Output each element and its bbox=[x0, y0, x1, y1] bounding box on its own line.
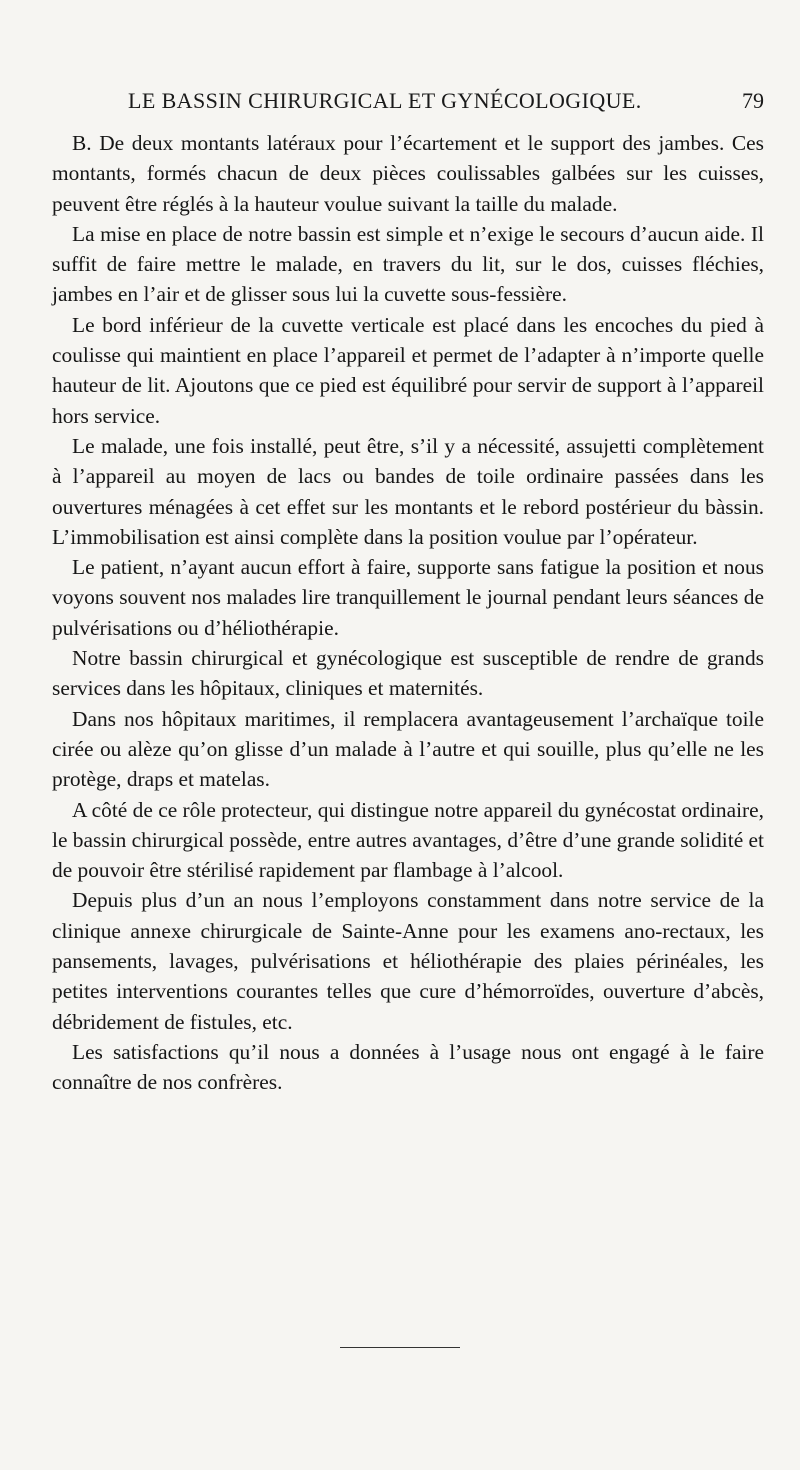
paragraph: Le patient, n’ayant aucun effort à faire, supporte sans fatigue la position et nous voyons souvent nos malades lire tranquillement le journal pendant leurs séances de pulvérisations ou d’héliothérapie. bbox=[52, 555, 764, 640]
body-text bbox=[52, 128, 764, 1098]
paragraph: A côté de ce rôle protecteur, qui distingue notre appareil du gynécostat ordinaire, le bassin chirurgical possède, entre autres avantages, d’être d’une grande solidité et de pouvoir être stérilisé rapidement par flambage à l’alcool. bbox=[52, 797, 764, 883]
running-title: LE BASSIN CHIRURGICAL ET GYNÉCOLOGIQUE. bbox=[128, 88, 642, 113]
paragraph: Le bord inférieur de la cuvette verticale est placé dans les encoches du pied à coulisse qui maintient en place l’appareil et permet de l’adapter à n’importe quelle hauteur de lit. Ajoutons que ce pied est équilibré pour servir de support à l’appareil hors service. bbox=[52, 312, 764, 428]
paragraph: B. De deux montants latéraux pour l’écartement et le support des jambes. Ces montants, formés chacun de deux pièces coulissables galbées sur les cuisses, peuvent être réglés à la hauteur voulue suivant la taille du malade. bbox=[52, 131, 764, 216]
paragraph: Dans nos hôpitaux maritimes, il remplacera avantageusement l’archaïque toile cirée ou alèze qu’on glisse d’un malade à l’autre et qui souille, plus qu’elle ne les protège, draps et matelas. bbox=[52, 706, 764, 792]
paragraph: Le malade, une fois installé, peut être, s’il y a nécessité, assujetti complètement à l’appareil au moyen de lacs ou bandes de toile ordinaire passées dans les ouvertures ménagées à cet effet sur les montants et le rebord postérieur du bàssin. L’immobilisation est ainsi complète dans la position voulue par l’opérateur. bbox=[52, 433, 764, 549]
page-header bbox=[52, 88, 764, 118]
page-number: 79 bbox=[742, 88, 764, 113]
paragraph: Notre bassin chirurgical et gynécologique est susceptible de rendre de grands services dans les hôpitaux, cliniques et maternités. bbox=[52, 646, 764, 701]
paragraph: La mise en place de notre bassin est simple et n’exige le secours d’aucun aide. Il suffit de faire mettre le malade, en travers du lit, sur le dos, cuisses fléchies, jambes en l’air et de glisser sous lui la cuvette sous-fessière. bbox=[52, 221, 764, 307]
paragraph: Depuis plus d’un an nous l’employons constamment dans notre service de la clinique annexe chirurgicale de Sainte-Anne pour les examens ano-rectaux, les pansements, lavages, pulvérisations et héliothérapie des plaies périnéales, les petites interventions courantes telles que cure d’hémorroïdes, ouverture d’abcès, débridement de fistules, etc. bbox=[52, 888, 764, 1034]
section-end-rule bbox=[340, 1347, 460, 1348]
paragraph: Les satisfactions qu’il nous a données à l’usage nous ont engagé à le faire connaître de nos confrères. bbox=[52, 1039, 764, 1095]
